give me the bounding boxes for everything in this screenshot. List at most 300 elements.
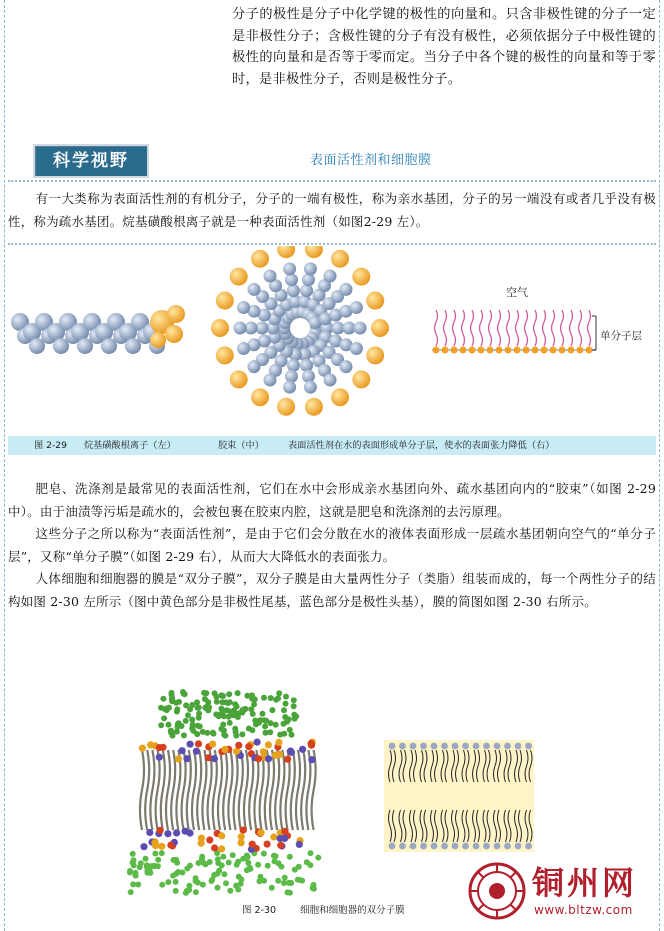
hydrophilic-head bbox=[478, 347, 485, 354]
water-molecule bbox=[160, 696, 166, 702]
micelle-polar-head bbox=[331, 250, 349, 268]
water-molecule bbox=[187, 863, 193, 869]
water-molecule bbox=[152, 851, 158, 857]
micelle-chain-atom bbox=[350, 342, 363, 355]
micelle-chain-atom bbox=[264, 270, 277, 283]
lipid-head bbox=[209, 741, 216, 748]
micelle-polar-head bbox=[305, 398, 323, 416]
water-molecule bbox=[204, 704, 210, 710]
lipid-head bbox=[299, 746, 306, 753]
micelle-polar-head bbox=[216, 346, 234, 364]
micelle-chain-atom bbox=[300, 359, 313, 372]
water-molecule bbox=[252, 696, 258, 702]
water-molecule bbox=[258, 874, 264, 880]
water-molecule bbox=[243, 855, 249, 861]
lipid-tail bbox=[150, 750, 154, 830]
water-molecule bbox=[291, 697, 297, 703]
water-molecule bbox=[226, 860, 232, 866]
top-paragraph bbox=[232, 4, 656, 90]
hydrophilic-head bbox=[460, 347, 467, 354]
water-molecule bbox=[174, 729, 180, 735]
water-molecule bbox=[202, 696, 208, 702]
lipid-head bbox=[195, 740, 202, 747]
water-molecule bbox=[130, 851, 136, 857]
intro-paragraph: 有一大类称为表面活性剂的有机分子，分子的一端有极性，称为亲水基团，分子的另一端没有或者几乎没有极性，称为疏水基团。烷基磺酸根离子就是一种表面活性剂（如图2-29 左）。 bbox=[8, 191, 656, 229]
water-molecule bbox=[315, 855, 321, 861]
micelle-chain-atom bbox=[234, 322, 247, 335]
lipid-head bbox=[218, 832, 225, 839]
water-molecule bbox=[261, 851, 267, 857]
water-molecule bbox=[260, 711, 266, 717]
hydrophilic-head bbox=[559, 347, 566, 354]
water-molecule bbox=[286, 716, 292, 722]
lipid-head bbox=[198, 835, 205, 842]
hydrophilic-head bbox=[577, 347, 584, 354]
schematic-polar-head bbox=[410, 843, 417, 850]
water-molecule bbox=[276, 690, 282, 696]
hydrophobic-tail bbox=[588, 310, 591, 346]
water-molecule bbox=[307, 862, 313, 868]
micelle-chain-atom bbox=[350, 301, 363, 314]
lipid-tail bbox=[208, 750, 212, 830]
schematic-polar-head bbox=[483, 743, 490, 750]
hydrophilic-head bbox=[586, 347, 593, 354]
lipid-head bbox=[152, 842, 159, 849]
micelle-polar-head bbox=[230, 370, 248, 388]
water-molecule bbox=[186, 887, 192, 893]
water-molecule bbox=[193, 889, 199, 895]
water-molecule bbox=[138, 860, 144, 866]
lipid-head bbox=[284, 756, 291, 763]
lipid-head bbox=[308, 742, 315, 749]
lipid-tail bbox=[249, 750, 253, 830]
hydrophilic-head bbox=[514, 347, 521, 354]
lipid-tail bbox=[270, 750, 274, 830]
water-molecule bbox=[283, 694, 289, 700]
micelle-polar-head bbox=[251, 250, 269, 268]
micelle-chain-atom bbox=[248, 360, 261, 373]
lipid-head bbox=[296, 841, 303, 848]
water-molecule bbox=[193, 878, 199, 884]
water-molecule bbox=[311, 886, 317, 892]
lipid-head bbox=[175, 755, 182, 762]
water-molecule bbox=[159, 850, 165, 856]
lipid-head bbox=[254, 739, 261, 746]
hydrophobic-tail bbox=[462, 310, 465, 346]
water-molecule bbox=[220, 727, 226, 733]
water-molecule bbox=[227, 720, 233, 726]
water-molecule bbox=[273, 853, 279, 859]
water-molecule bbox=[287, 727, 293, 733]
lipid-head bbox=[275, 739, 282, 746]
schematic-polar-head bbox=[389, 743, 396, 750]
water-molecule bbox=[173, 879, 179, 885]
lipid-head bbox=[211, 844, 218, 851]
hydrophobic-tail bbox=[435, 310, 438, 346]
water-molecule bbox=[127, 868, 133, 874]
micelle-polar-head bbox=[216, 292, 234, 310]
hydrophobic-tail bbox=[507, 310, 510, 346]
hydrophilic-head bbox=[442, 347, 449, 354]
monolayer-diagram bbox=[432, 310, 596, 354]
water-molecule bbox=[143, 856, 149, 862]
figure-2-29-illustration bbox=[8, 246, 656, 434]
hydrophilic-head bbox=[523, 347, 530, 354]
hydrophilic-head bbox=[451, 347, 458, 354]
lipid-tail bbox=[228, 750, 232, 830]
water-molecule bbox=[155, 857, 161, 863]
micelle-polar-head bbox=[352, 370, 370, 388]
water-molecule bbox=[281, 707, 287, 713]
lipid-tail bbox=[280, 750, 284, 830]
science-vision-banner: 科学视野 bbox=[33, 144, 149, 178]
micelle-polar-head bbox=[366, 346, 384, 364]
water-molecule bbox=[162, 706, 168, 712]
watermark-url: www.bltzw.com bbox=[534, 903, 633, 917]
water-molecule bbox=[269, 707, 275, 713]
lipid-head bbox=[164, 830, 171, 837]
lipid-head bbox=[193, 748, 200, 755]
section-title: 表面活性剂和细胞膜 bbox=[310, 153, 432, 168]
water-molecule bbox=[245, 860, 251, 866]
lipid-head bbox=[255, 755, 262, 762]
water-molecule bbox=[179, 870, 185, 876]
schematic-polar-head bbox=[473, 843, 480, 850]
lipid-head bbox=[187, 741, 194, 748]
micelle-polar-head bbox=[230, 268, 248, 286]
lipid-tail bbox=[192, 750, 196, 830]
hydrophobic-tail bbox=[579, 310, 582, 346]
micelle-polar-head bbox=[277, 398, 295, 416]
micelle-polar-head bbox=[277, 246, 295, 258]
micelle-chain-atom bbox=[340, 360, 353, 373]
water-molecule bbox=[173, 857, 179, 863]
water-molecule bbox=[176, 720, 182, 726]
water-molecule bbox=[220, 854, 226, 860]
figure-2-29 bbox=[8, 246, 656, 434]
water-molecule bbox=[223, 880, 229, 886]
water-molecule bbox=[215, 885, 221, 891]
caption-figure-number: 图 2-29 bbox=[34, 440, 67, 451]
micelle-polar-head bbox=[352, 268, 370, 286]
micelle-chain-atom bbox=[304, 262, 317, 275]
water-molecule bbox=[209, 878, 215, 884]
schematic-polar-head bbox=[494, 743, 501, 750]
lipid-tail bbox=[244, 750, 248, 830]
schematic-polar-head bbox=[515, 843, 522, 850]
schematic-background bbox=[384, 740, 534, 852]
water-molecule bbox=[272, 858, 278, 864]
water-molecule bbox=[133, 873, 139, 879]
water-molecule bbox=[195, 723, 201, 729]
micelle-chain-atom bbox=[264, 374, 277, 387]
hydrophilic-head bbox=[433, 347, 440, 354]
water-molecule bbox=[295, 877, 301, 883]
micelle-chain-atom bbox=[285, 273, 298, 286]
water-molecule bbox=[269, 885, 275, 891]
lipid-head bbox=[173, 829, 180, 836]
lipid-head bbox=[183, 755, 190, 762]
water-molecule bbox=[257, 717, 263, 723]
top-paragraph-text: 分子的极性是分子中化学键的极性的向量和。只含非极性键的分子一定是非极性分子；含极性键的分子有没有极性，必须依据分子中极性键的极性的向量和是否等于零而定。当分子中各个键的极性的向量和等于零时，是非极性分子，否则是极性分子。 bbox=[232, 7, 656, 87]
schematic-polar-head bbox=[504, 843, 511, 850]
water-molecule bbox=[196, 715, 202, 721]
water-molecule bbox=[231, 712, 237, 718]
lipid-head bbox=[277, 842, 284, 849]
page-frame-right bbox=[659, 0, 660, 931]
body-text bbox=[8, 478, 656, 613]
paragraph-soap: 肥皂、洗涤剂是最常见的表面活性剂，它们在水中会形成亲水基团向外、疏水基团向内的“胶束”（如图 2-29 中）。由于油渍等污垢是疏水的，会被包裹在胶束内腔，这就是肥皂和洗涤剂的去污原理。 bbox=[8, 481, 656, 519]
water-molecule bbox=[273, 722, 279, 728]
lipid-tail bbox=[161, 750, 165, 830]
hydrophilic-head bbox=[541, 347, 548, 354]
lipid-tail bbox=[223, 750, 227, 830]
water-molecule bbox=[235, 690, 241, 696]
hydrophobic-tail bbox=[498, 310, 501, 346]
water-molecule bbox=[268, 695, 274, 701]
lipid-tail bbox=[171, 750, 175, 830]
hydrophobic-tail bbox=[525, 310, 528, 346]
water-molecule bbox=[226, 691, 232, 697]
micelle-polar-head bbox=[305, 246, 323, 258]
water-molecule bbox=[291, 703, 297, 709]
micelle-polar-head bbox=[211, 319, 229, 337]
lipid-tail bbox=[166, 750, 170, 830]
lipid-head bbox=[221, 746, 228, 753]
divider-dotted bbox=[8, 243, 656, 245]
micelle-core bbox=[290, 318, 310, 338]
water-molecule bbox=[211, 872, 217, 878]
micelle-chain-atom bbox=[283, 262, 296, 275]
lipid-head bbox=[139, 745, 146, 752]
water-molecule bbox=[236, 874, 242, 880]
water-molecule bbox=[221, 871, 227, 877]
micelle-chain-atom bbox=[287, 284, 300, 297]
water-molecule bbox=[265, 863, 271, 869]
lipid-head bbox=[179, 747, 186, 754]
lipid-head bbox=[158, 843, 165, 850]
hydrophilic-head bbox=[532, 347, 539, 354]
hydrophobic-tail bbox=[489, 310, 492, 346]
lipid-head bbox=[238, 833, 245, 840]
water-molecule bbox=[268, 720, 274, 726]
hydrophilic-head bbox=[469, 347, 476, 354]
schematic-polar-head bbox=[420, 743, 427, 750]
water-molecule bbox=[221, 713, 227, 719]
water-molecule bbox=[196, 860, 202, 866]
water-molecule bbox=[286, 880, 292, 886]
hydrophilic-head bbox=[550, 347, 557, 354]
micelle-chain-atom bbox=[283, 381, 296, 394]
figure-2-29-caption bbox=[8, 436, 656, 455]
water-molecule bbox=[180, 689, 186, 695]
lipid-head bbox=[265, 755, 272, 762]
lipid-head bbox=[146, 829, 153, 836]
lipid-head bbox=[186, 830, 193, 837]
water-molecule bbox=[233, 733, 239, 739]
lipid-tail bbox=[145, 750, 149, 830]
micelle-polar-head bbox=[366, 292, 384, 310]
micelle-chain-atom bbox=[237, 301, 250, 314]
lipid-tail bbox=[275, 750, 279, 830]
water-molecule bbox=[281, 731, 287, 737]
water-molecule bbox=[292, 867, 298, 873]
water-molecule bbox=[263, 730, 269, 736]
lipid-head bbox=[156, 754, 163, 761]
sulfonate-head bbox=[167, 305, 185, 323]
water-molecule bbox=[247, 866, 253, 872]
air-label: 空气 bbox=[506, 286, 528, 299]
water-molecule bbox=[214, 699, 220, 705]
schematic-polar-head bbox=[525, 843, 532, 850]
lipid-tail bbox=[239, 750, 243, 830]
lipid-head bbox=[245, 743, 252, 750]
water-molecule bbox=[181, 732, 187, 738]
schematic-polar-head bbox=[420, 843, 427, 850]
lipid-tail bbox=[197, 750, 201, 830]
hydrophobic-tail bbox=[543, 310, 546, 346]
lipid-tail bbox=[218, 750, 222, 830]
water-molecule bbox=[152, 863, 158, 869]
hydrophobic-tail bbox=[534, 310, 537, 346]
water-molecule bbox=[225, 700, 231, 706]
micelle-polar-head bbox=[331, 388, 349, 406]
water-molecule bbox=[159, 882, 165, 888]
water-molecule bbox=[261, 695, 267, 701]
water-molecule bbox=[278, 864, 284, 870]
lipid-head bbox=[159, 744, 166, 751]
water-molecule bbox=[212, 690, 218, 696]
micelle-chain-atom bbox=[324, 374, 337, 387]
water-molecule bbox=[174, 706, 180, 712]
hydrophobic-tail bbox=[444, 310, 447, 346]
schematic-polar-head bbox=[441, 843, 448, 850]
water-molecule bbox=[200, 882, 206, 888]
lipid-head bbox=[260, 748, 267, 755]
lipid-tail bbox=[156, 750, 160, 830]
water-molecule bbox=[189, 717, 195, 723]
watermark bbox=[464, 858, 660, 928]
water-molecule bbox=[210, 730, 216, 736]
hydrophilic-head bbox=[568, 347, 575, 354]
water-molecule bbox=[173, 888, 179, 894]
divider-dotted bbox=[8, 180, 656, 182]
micelle-polar-head bbox=[371, 319, 389, 337]
water-molecule bbox=[170, 873, 176, 879]
micelle-polar-head bbox=[251, 388, 269, 406]
water-molecule bbox=[262, 723, 268, 729]
water-molecule bbox=[168, 728, 174, 734]
lipid-head bbox=[308, 756, 315, 763]
water-molecule bbox=[285, 889, 291, 895]
water-molecule bbox=[145, 870, 151, 876]
schematic-polar-head bbox=[473, 743, 480, 750]
micelle-chain-atom bbox=[287, 359, 300, 372]
water-molecule bbox=[131, 857, 137, 863]
hydrophilic-head bbox=[487, 347, 494, 354]
water-molecule bbox=[281, 721, 287, 727]
water-molecule bbox=[169, 695, 175, 701]
water-molecule bbox=[189, 702, 195, 708]
water-molecule bbox=[194, 731, 200, 737]
page-frame-left bbox=[4, 0, 5, 931]
schematic-polar-head bbox=[431, 843, 438, 850]
lipid-tail bbox=[182, 750, 186, 830]
water-molecule bbox=[239, 731, 245, 737]
bilayer-schematic bbox=[384, 740, 534, 852]
micelle-chain-atom bbox=[302, 370, 315, 383]
micelle-chain-atom bbox=[340, 283, 353, 296]
water-molecule bbox=[219, 693, 225, 699]
schematic-polar-head bbox=[452, 743, 459, 750]
hydrophilic-head bbox=[505, 347, 512, 354]
schematic-polar-head bbox=[525, 743, 532, 750]
lipid-head bbox=[218, 845, 225, 852]
lipid-tail bbox=[140, 750, 144, 830]
water-molecule bbox=[232, 701, 238, 707]
figure-2-30-caption bbox=[242, 902, 405, 916]
water-molecule bbox=[287, 854, 293, 860]
lipid-head bbox=[281, 835, 288, 842]
water-molecule bbox=[273, 697, 279, 703]
schematic-polar-head bbox=[515, 743, 522, 750]
water-molecule bbox=[165, 879, 171, 885]
lipid-tail bbox=[296, 750, 300, 830]
lipid-head bbox=[272, 752, 279, 759]
water-molecule bbox=[166, 722, 172, 728]
water-molecule bbox=[176, 699, 182, 705]
micelle-chain-atom bbox=[354, 322, 367, 335]
lipid-head bbox=[206, 836, 213, 843]
lipid-head bbox=[287, 748, 294, 755]
micelle-model bbox=[211, 246, 389, 416]
water-molecule bbox=[216, 868, 222, 874]
lipid-tail bbox=[301, 750, 305, 830]
water-molecule bbox=[220, 722, 226, 728]
water-molecule bbox=[219, 706, 225, 712]
hydrophobic-tail bbox=[570, 310, 573, 346]
water-molecule bbox=[158, 722, 164, 728]
water-molecule bbox=[185, 712, 191, 718]
water-molecule bbox=[161, 715, 167, 721]
watermark-site-name: 铜州网 bbox=[532, 864, 638, 902]
lipid-head bbox=[240, 827, 247, 834]
water-molecule bbox=[230, 852, 236, 858]
schematic-polar-head bbox=[462, 743, 469, 750]
water-molecule bbox=[222, 733, 228, 739]
lipid-tail bbox=[291, 750, 295, 830]
paragraph-bilayer: 人体细胞和细胞器的膜是“双分子膜”，双分子膜是由大量两性分子（类脂）组装而成的，每一个两性分子的结构如图 2-30 左所示（图中黄色部分是非极性尾基，蓝色部分是极性头基），膜的简图如图 2-30 右所示。 bbox=[8, 571, 656, 609]
caption-left: 烷基磺酸根离子（左） bbox=[84, 440, 176, 451]
lipid-head bbox=[167, 842, 174, 849]
micelle-chain-atom bbox=[285, 370, 298, 383]
micelle-chain-atom bbox=[237, 342, 250, 355]
schematic-polar-head bbox=[389, 843, 396, 850]
water-molecule bbox=[234, 862, 240, 868]
water-molecule bbox=[227, 888, 233, 894]
water-molecule bbox=[215, 860, 221, 866]
lipid-head bbox=[264, 841, 271, 848]
schematic-polar-head bbox=[441, 743, 448, 750]
schematic-polar-head bbox=[462, 843, 469, 850]
water-molecule bbox=[246, 726, 252, 732]
caption-middle: 胶束（中） bbox=[218, 440, 264, 451]
lipid-head bbox=[140, 843, 147, 850]
caption-right: 表面活性剂在水的表面形成单分子层，使水的表面张力降低（右） bbox=[288, 440, 555, 451]
water-molecule bbox=[128, 889, 134, 895]
water-molecule bbox=[248, 706, 254, 712]
lipid-tail bbox=[260, 750, 264, 830]
